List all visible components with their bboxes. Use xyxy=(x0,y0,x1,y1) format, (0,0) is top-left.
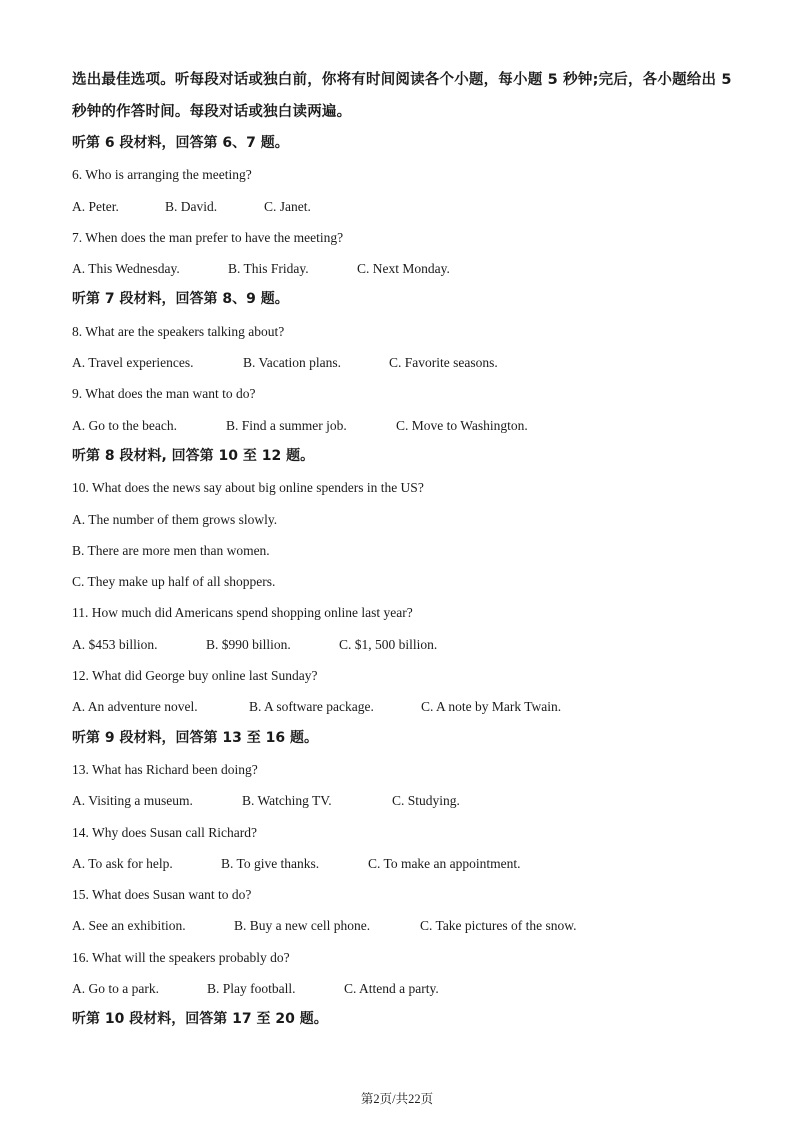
answer-option-b[interactable]: B. This Friday. xyxy=(228,261,309,277)
answer-option-c[interactable]: C. Favorite seasons. xyxy=(389,355,498,371)
question-stem: 7. When does the man prefer to have the meeting? xyxy=(72,229,344,245)
listening-sections xyxy=(72,128,732,1036)
answer-option-a[interactable]: A. The number of them grows slowly. xyxy=(72,511,278,527)
answer-option-c[interactable]: C. They make up half of all shoppers. xyxy=(72,574,276,590)
answer-option-c[interactable]: C. Move to Washington. xyxy=(396,417,528,433)
answer-option-b[interactable]: B. There are more men than women. xyxy=(72,542,270,558)
question-stem: 15. What does Susan want to do? xyxy=(72,887,252,903)
answer-option-a[interactable]: A. Peter. xyxy=(72,198,119,214)
exam-page xyxy=(72,64,732,1036)
answer-option-a[interactable]: A. Visiting a museum. xyxy=(72,793,193,809)
instructions-text: 选出最佳选项。听每段对话或独白前，你将有时间阅读各个小题，每小题 5 秒钟;完后，各小题给出 5 秒钟的作答时间。每段对话或独白读两遍。 xyxy=(72,72,732,120)
answer-option-c[interactable]: C. Studying. xyxy=(392,793,460,809)
question-stem: 16. What will the speakers probably do? xyxy=(72,949,290,965)
question-stem: 9. What does the man want to do? xyxy=(72,386,256,402)
answer-option-c[interactable]: C. Next Monday. xyxy=(357,261,450,277)
answer-option-c[interactable]: C. Janet. xyxy=(264,198,311,214)
answer-option-a[interactable]: A. Go to the beach. xyxy=(72,417,177,433)
question-stem: 13. What has Richard been doing? xyxy=(72,761,258,777)
section-heading: 听第 7 段材料，回答第 8、9 题。 xyxy=(72,291,289,308)
page-number: 第2页/共22页 xyxy=(360,1092,434,1106)
answer-options xyxy=(72,410,732,441)
answer-option-a[interactable]: A. An adventure novel. xyxy=(72,699,198,715)
question-stem: 8. What are the speakers talking about? xyxy=(72,323,285,339)
answer-options xyxy=(72,253,732,284)
section-heading: 听第 9 段材料，回答第 13 至 16 题。 xyxy=(72,729,318,746)
answer-options xyxy=(72,347,732,378)
answer-options xyxy=(72,629,732,660)
answer-option-b[interactable]: B. $990 billion. xyxy=(206,636,291,652)
answer-option-b[interactable]: B. Play football. xyxy=(207,981,296,997)
answer-option-b[interactable]: B. Buy a new cell phone. xyxy=(234,918,371,934)
question-stem: 14. Why does Susan call Richard? xyxy=(72,824,257,840)
question-stem: 10. What does the news say about big online spenders in the US? xyxy=(72,480,424,496)
section-heading: 听第 10 段材料，回答第 17 至 20 题。 xyxy=(72,1011,328,1028)
answer-option-b[interactable]: B. David. xyxy=(165,198,218,214)
answer-options xyxy=(72,785,732,816)
answer-option-a[interactable]: A. See an exhibition. xyxy=(72,918,186,934)
answer-option-a[interactable]: A. This Wednesday. xyxy=(72,261,180,277)
answer-option-b[interactable]: B. A software package. xyxy=(249,699,374,715)
question-stem: 12. What did George buy online last Sunday? xyxy=(72,668,318,684)
answer-options xyxy=(72,691,732,722)
answer-option-b[interactable]: B. Find a summer job. xyxy=(226,417,347,433)
answer-option-c[interactable]: C. To make an appointment. xyxy=(368,855,521,871)
answer-options xyxy=(72,910,732,941)
answer-option-a[interactable]: A. Travel experiences. xyxy=(72,355,194,371)
section-heading: 听第 6 段材料，回答第 6、7 题。 xyxy=(72,135,289,151)
answer-option-b[interactable]: B. To give thanks. xyxy=(221,855,320,871)
answer-option-a[interactable]: A. $453 billion. xyxy=(72,636,158,652)
section-heading: 听第 8 段材料, 回答第 10 至 12 题。 xyxy=(72,447,315,464)
question-stem: 6. Who is arranging the meeting? xyxy=(72,167,252,183)
answer-options xyxy=(72,191,732,222)
answer-option-c[interactable]: C. Take pictures of the snow. xyxy=(420,918,577,934)
answer-option-c[interactable]: C. $1, 500 billion. xyxy=(339,636,438,652)
answer-option-b[interactable]: B. Vacation plans. xyxy=(243,355,341,371)
answer-options xyxy=(72,848,732,879)
answer-option-a[interactable]: A. Go to a park. xyxy=(72,981,159,997)
answer-options xyxy=(72,973,732,1004)
question-stem: 11. How much did Americans spend shopping online last year? xyxy=(72,605,413,621)
answer-option-b[interactable]: B. Watching TV. xyxy=(242,793,332,809)
answer-option-c[interactable]: C. A note by Mark Twain. xyxy=(421,699,562,715)
answer-option-a[interactable]: A. To ask for help. xyxy=(72,855,173,871)
answer-option-c[interactable]: C. Attend a party. xyxy=(344,981,439,997)
